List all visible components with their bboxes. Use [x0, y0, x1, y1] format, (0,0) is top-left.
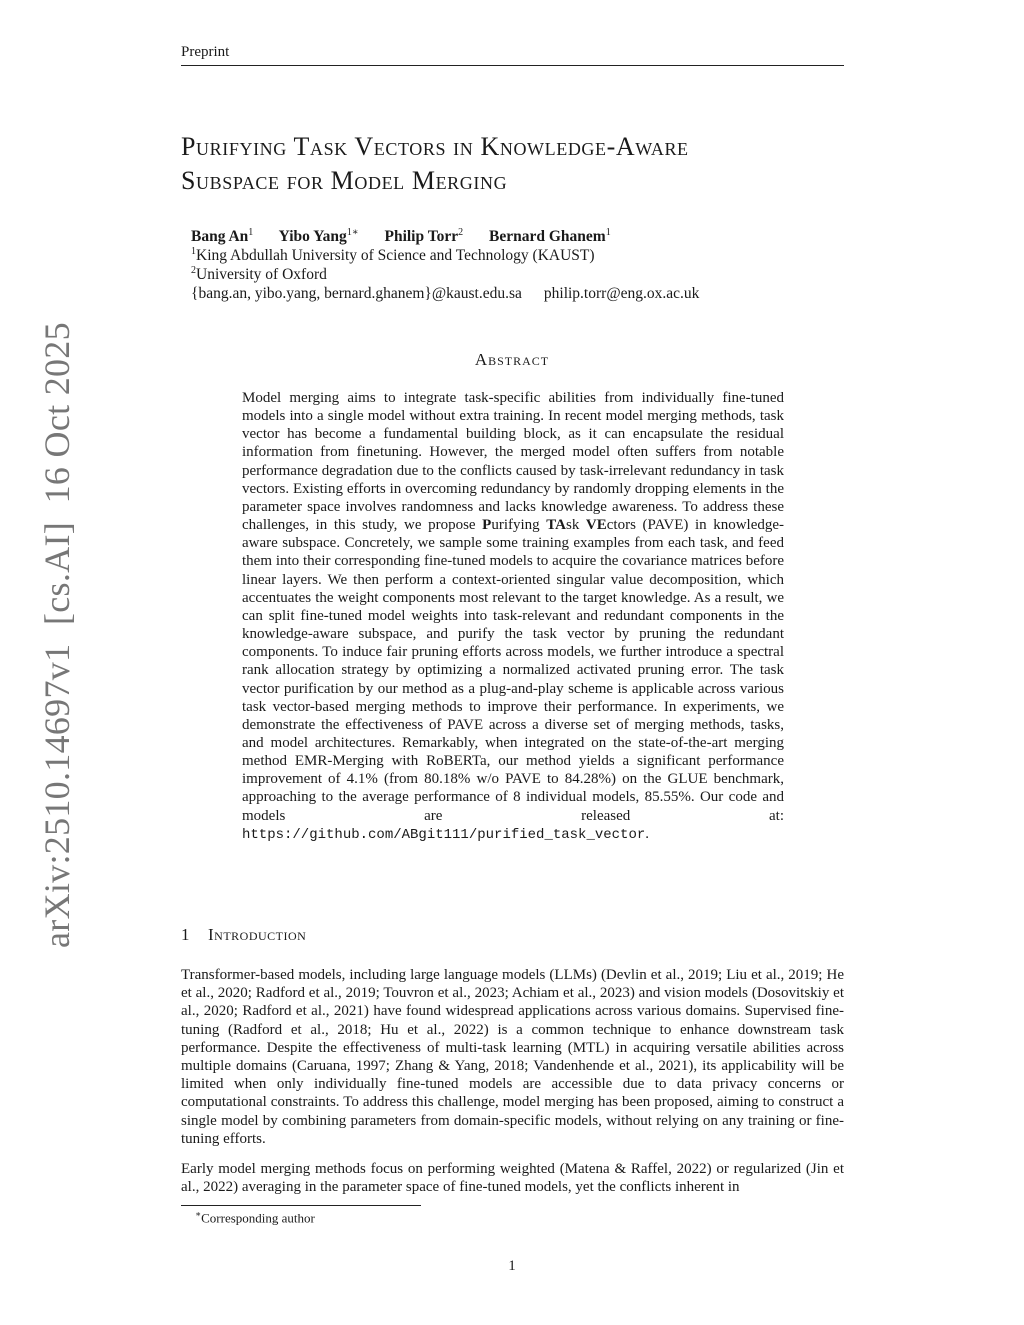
- intro-paragraph-2: Early model merging methods focus on performing weighted (Matena & Raffel, 2022) or regularized (Jin et al., 2022) averaging in the parameter space of fine-tuned models, yet the conflicts inherent in: [181, 1161, 844, 1196]
- footnote-rule: [181, 1205, 421, 1206]
- abstract-heading: Abstract: [474, 350, 550, 369]
- affiliation: $^2$University of Oxford: [191, 265, 327, 284]
- section-number: 1: [181, 925, 190, 944]
- paper-title: [181, 130, 851, 198]
- author-emails: [191, 285, 699, 303]
- author: Bernard Ghanem$^1$: [489, 227, 611, 246]
- email-kaust: {bang.an, yibo.yang, bernard.ghanem}@kaust.edu.sa: [191, 285, 522, 302]
- title-line-1: Purifying Task Vectors in Knowledge-Aware: [181, 132, 689, 161]
- author: Yibo Yang$^{1∗}$: [278, 227, 359, 246]
- footnote: ∗Corresponding author: [195, 1209, 315, 1226]
- author: Philip Torr$^2$: [384, 227, 464, 246]
- page-number: 1: [508, 1258, 516, 1274]
- running-header: Preprint: [181, 44, 230, 60]
- title-line-2: Subspace for Model Merging: [181, 166, 508, 195]
- abstract-body: Model merging aims to integrate task-specific abilities from individually fine-tuned models into a single model without extra training. In recent model merging methods, task vector has become a fundamental building block, as it can encapsulate the residual information from finetuning. However, the merged model often suffers from notable performance degradation due to the conflicts caused by task-irrelevant redundancy in task vectors. Existing efforts in overcoming redundancy by randomly dropping elements in the parameter space involves randomness and lacks knowledge awareness. To address these challenges, in this study, we propose Purifying TAsk VEctors (PAVE) in knowledge-aware subspace. Concretely, we sample some training examples from each task, and feed them into their corresponding fine-tuned models to acquire the covariance matrices before linear layers. We then perform a context-oriented singular value decomposition, which accentuates the weight components most relevant to the target knowledge. As a result, we can split fine-tuned model weights into task-relevant and redundant components in the knowledge-aware subspace, and purify the task vector by pruning the redundant components. To induce fair pruning efforts across models, we further introduce a spectral rank allocation strategy by optimizing a normalized activated pruning error. The task vector purification by our method as a plug-and-play scheme is applicable across various task vector-based merging methods to improve their performance. In experiments, we demonstrate the effectiveness of PAVE across a diverse set of merging methods, tasks, and model architectures. Remarkably, when integrated on the state-of-the-art merging method EMR-Merging with RoBERTa, our method yields a significant performance improvement of 4.1% (from 80.18% w/o PAVE to 84.28%) on the GLUE benchmark, approaching to the average performance of 8 individual models, 85.55%. Our code and models are released at: https://github.com/ABgit111/purified_task_vector.: [242, 390, 785, 843]
- email-oxford: philip.torr@eng.ox.ac.uk: [543, 285, 700, 302]
- section-title: Introduction: [208, 925, 307, 944]
- affiliation: $^1$King Abdullah University of Science and Technology (KAUST): [191, 246, 595, 265]
- author: Bang An$^1$: [191, 227, 254, 246]
- author-list: [191, 227, 633, 246]
- arxiv-stamp: arXiv:2510.14697v1 [cs.AI] 16 Oct 2025: [37, 322, 77, 948]
- intro-paragraph-1: Transformer-based models, including large language models (LLMs) (Devlin et al., 2019; Liu et al., 2019; He et al., 2020; Radford et al., 2019; Touvron et al., 2023; Achiam et al., 2023) and vision models (Dosovitskiy et al., 2020; Radford et al., 2021) have found widespread applications across various domains. Supervised fine-tuning (Radford et al., 2018; Hu et al., 2022) is a common technique to enhance downstream task performance. Despite the effectiveness of multi-task learning (MTL) in acquiring versatile abilities across multiple domains (Caruana, 1997; Zhang & Yang, 2018; Vandenhende et al., 2021), its applicability will be limited when only individually fine-tuned models are accessible due to data privacy concerns or computational constraints. To address this challenge, model merging has been proposed, aiming to construct a single model by combining parameters from domain-specific models, without relying on any training or fine-tuning efforts.: [181, 967, 844, 1147]
- section-heading: [181, 925, 306, 945]
- code-link[interactable]: https://github.com/ABgit111/purified_task_vector: [242, 826, 646, 843]
- header-rule: [181, 65, 844, 66]
